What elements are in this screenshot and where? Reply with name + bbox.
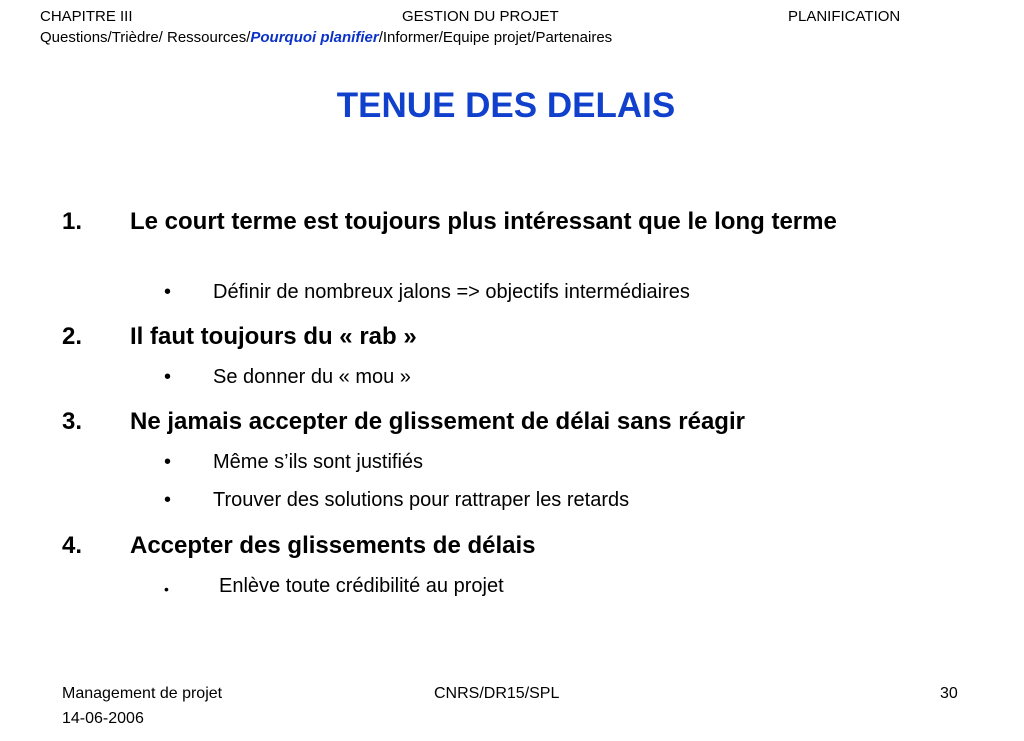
breadcrumb-before: Questions/Trièdre/ Ressources/ [40, 29, 251, 46]
item-text: Accepter des glissements de délais [130, 532, 536, 559]
breadcrumb-after: /Informer/Equipe projet/Partenaires [378, 29, 613, 46]
bullet-icon: • [164, 451, 172, 473]
item-number: 3. [62, 408, 83, 435]
item-number: 1. [62, 208, 83, 235]
topic-label: PLANIFICATION [788, 8, 901, 25]
item-text: Ne jamais accepter de glissement de délai sans réagir [130, 408, 745, 435]
sub-item-text: Trouver des solutions pour rattraper les retards [213, 489, 630, 511]
item-number: 4. [62, 532, 83, 559]
slide-title: TENUE DES DELAIS [336, 86, 676, 125]
bullet-icon: • [164, 581, 169, 597]
breadcrumb [40, 29, 612, 47]
sub-item-text: Définir de nombreux jalons => objectifs intermédiaires [213, 281, 690, 303]
chapter-label: CHAPITRE III [40, 8, 133, 25]
item-text: Le court terme est toujours plus intéressant que le long terme [130, 208, 837, 235]
footer-date: 14-06-2006 [62, 710, 144, 727]
sub-item-text: Enlève toute crédibilité au projet [219, 575, 504, 597]
item-number: 2. [62, 323, 83, 350]
section-label: GESTION DU PROJET [402, 8, 559, 25]
footer-org: CNRS/DR15/SPL [434, 685, 560, 702]
bullet-icon: • [164, 281, 172, 303]
page-number: 30 [940, 685, 958, 702]
footer-course: Management de projet [62, 685, 223, 702]
item-text: Il faut toujours du « rab » [130, 323, 417, 350]
sub-item-text: Se donner du « mou » [213, 366, 411, 388]
sub-item-text: Même s’ils sont justifiés [213, 451, 424, 473]
bullet-icon: • [164, 489, 172, 511]
breadcrumb-active: Pourquoi planifier [250, 29, 379, 46]
bullet-icon: • [164, 366, 172, 388]
